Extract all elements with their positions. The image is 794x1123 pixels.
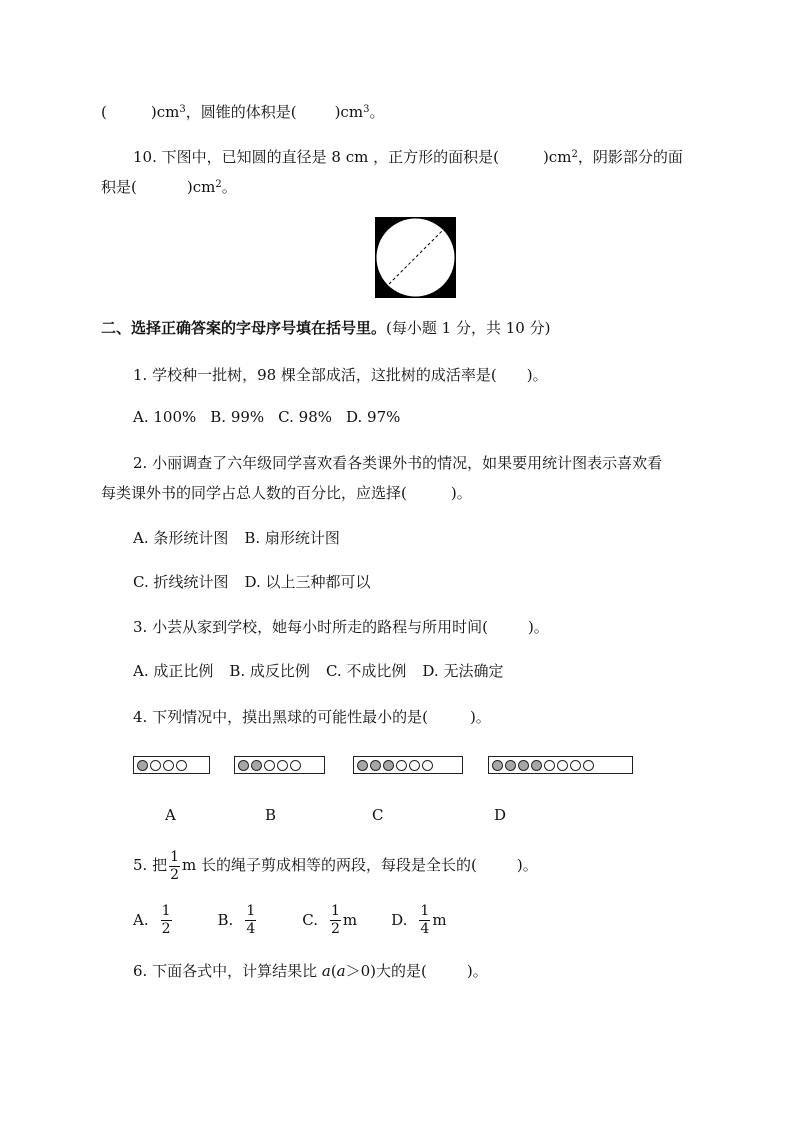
- option-a: A. 100%: [133, 408, 197, 426]
- question-2-line2: 每类课外书的同学占总人数的百分比，应选择( )。: [101, 484, 472, 502]
- white-ball: [396, 760, 407, 771]
- white-ball: [150, 760, 161, 771]
- white-ball: [290, 760, 301, 771]
- fraction-half: $\frac{1}{2}$: [170, 848, 180, 883]
- question-6: 6. 下面各式中，计算结果比 a(a＞0)大的是( )。: [133, 962, 488, 980]
- white-ball: [409, 760, 420, 771]
- black-ball: [518, 760, 529, 771]
- white-ball: [544, 760, 555, 771]
- white-ball: [422, 760, 433, 771]
- black-ball: [357, 760, 368, 771]
- line-volume-answer: ( )$cm^3$，圆锥的体积是( )$cm^3$。: [101, 103, 385, 121]
- option-b: B. 99%: [210, 408, 265, 426]
- option-c: C. 折线统计图: [133, 573, 229, 591]
- ball-box-c: [353, 756, 463, 774]
- question-5-options: [133, 900, 447, 940]
- ball-box-b: [234, 756, 325, 774]
- white-ball: [557, 760, 568, 771]
- question-10-line2: 积是( )$cm^2$。: [101, 178, 237, 196]
- question-1: 1. 学校种一批树，98 棵全部成活，这批树的成活率是( )。: [133, 366, 548, 384]
- black-ball: [370, 760, 381, 771]
- option-a: A. $\frac{1}{2}$: [133, 902, 171, 937]
- black-ball: [137, 760, 148, 771]
- box-label-c: C: [372, 806, 384, 824]
- section-2-heading: 二、选择正确答案的字母序号填在括号里。(每小题 1 分，共 10 分): [101, 319, 551, 337]
- option-d: D. $\frac{1}{4}$ m: [391, 902, 447, 937]
- circle-square-figure: [375, 217, 456, 298]
- question-5: 5. 把 $\frac{1}{2}$ m 长的绳子剪成相等的两段，每段是全长的( )。: [133, 848, 538, 883]
- white-ball: [583, 760, 594, 771]
- option-c: C. 98%: [278, 408, 332, 426]
- white-ball: [176, 760, 187, 771]
- option-c: C. $\frac{1}{2}$ m: [302, 902, 358, 937]
- option-d: D. 无法确定: [422, 662, 504, 680]
- question-4: 4. 下列情况中，摸出黑球的可能性最小的是( )。: [133, 708, 491, 726]
- inner-circle: [377, 219, 455, 297]
- question-2-options-row2: [133, 572, 371, 592]
- option-a: A. 条形统计图: [133, 529, 229, 547]
- option-b: B. 扇形统计图: [244, 529, 340, 547]
- question-1-options: [133, 407, 400, 427]
- option-d: D. 以上三种都可以: [244, 573, 371, 591]
- white-ball: [264, 760, 275, 771]
- white-ball: [163, 760, 174, 771]
- black-ball: [238, 760, 249, 771]
- option-b: B. $\frac{1}{4}$: [217, 902, 256, 937]
- option-d: D. 97%: [346, 408, 401, 426]
- ball-box-a: [133, 756, 210, 774]
- question-3-options: [133, 661, 503, 681]
- question-2-line1: 2. 小丽调查了六年级同学喜欢看各类课外书的情况，如果要用统计图表示喜欢看: [133, 454, 663, 472]
- black-ball: [492, 760, 503, 771]
- option-a: A. 成正比例: [133, 662, 214, 680]
- box-label-a: A: [165, 806, 176, 824]
- option-c: C. 不成比例: [325, 662, 407, 680]
- black-ball: [383, 760, 394, 771]
- black-ball: [531, 760, 542, 771]
- white-ball: [277, 760, 288, 771]
- ball-box-d: [488, 756, 633, 774]
- option-b: B. 成反比例: [229, 662, 310, 680]
- white-ball: [570, 760, 581, 771]
- box-label-d: D: [494, 806, 507, 824]
- question-2-options-row1: [133, 528, 340, 548]
- black-ball: [505, 760, 516, 771]
- question-3: 3. 小芸从家到学校，她每小时所走的路程与所用时间( )。: [133, 618, 549, 636]
- box-label-b: B: [265, 806, 277, 824]
- question-10-line1: 10. 下图中，已知圆的直径是 8 cm ，正方形的面积是( )$cm^2$，阴影部分的面: [133, 148, 683, 166]
- black-ball: [251, 760, 262, 771]
